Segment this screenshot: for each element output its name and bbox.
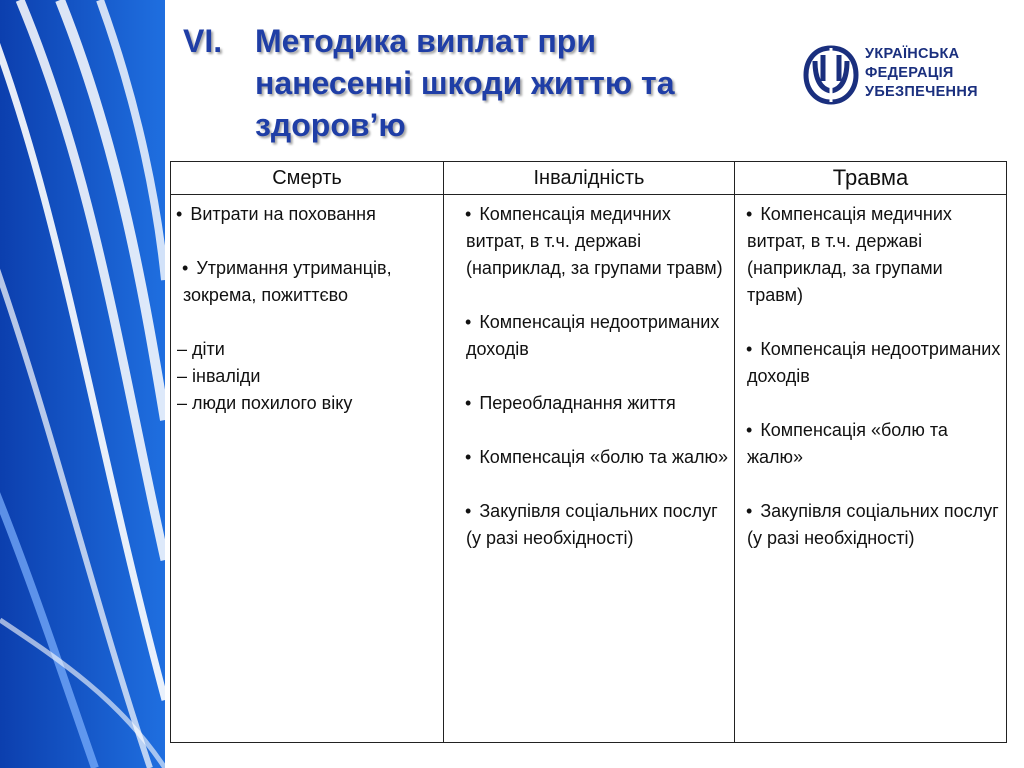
- title-text: [255, 20, 743, 146]
- column-header-death: Смерть: [171, 162, 444, 195]
- logo-line: УБЕЗПЕЧЕННЯ: [865, 84, 978, 100]
- list-item: • Утримання утриманців, зокрема, пожиттєво: [177, 255, 439, 309]
- list-item: • Компенсація «болю та жалю»: [747, 417, 1002, 471]
- sub-item: – люди похилого віку: [177, 393, 353, 413]
- slide-title: [183, 20, 743, 146]
- organization-logo: [803, 45, 1003, 105]
- list-item: • Витрати на поховання: [177, 201, 439, 228]
- logo-line: УКРАЇНСЬКА: [865, 46, 960, 62]
- table-header-row: [171, 162, 1007, 195]
- title-line: здоров’ю: [255, 107, 406, 143]
- title-number: VI.: [183, 23, 223, 59]
- column-header-injury: Травма: [735, 162, 1007, 195]
- list-item: • Закупівля соціальних послуг (у разі необхідності): [466, 498, 730, 552]
- title-line: нанесенні шкоди життю та: [255, 65, 675, 101]
- list-item: • Компенсація медичних витрат, в т.ч. державі (наприклад, за групами травм): [466, 201, 730, 282]
- sub-item: – інваліди: [177, 366, 261, 386]
- sub-item: – діти: [177, 339, 225, 359]
- table-row: [171, 195, 1007, 743]
- column-header-disability: Інвалідність: [444, 162, 735, 195]
- list-item: • Переобладнання життя: [466, 390, 730, 417]
- title-line: Методика виплат при: [255, 23, 596, 59]
- logo-wordmark: [865, 45, 978, 102]
- list-item: • Закупівля соціальних послуг (у разі необхідності): [747, 498, 1002, 552]
- death-cell: [171, 195, 444, 743]
- list-item: • Компенсація недоотриманих доходів: [747, 336, 1002, 390]
- logo-line: ФЕДЕРАЦІЯ: [865, 65, 954, 81]
- decorative-left-band: [0, 0, 165, 768]
- blue-stripes-graphic: [0, 0, 165, 768]
- disability-cell: [444, 195, 735, 743]
- trident-logo-icon: [803, 45, 859, 105]
- injury-cell: [735, 195, 1007, 743]
- payments-table: [170, 161, 1007, 743]
- list-item: • Компенсація «болю та жалю»: [466, 444, 730, 471]
- list-item: • Компенсація медичних витрат, в т.ч. державі (наприклад, за групами травм): [747, 201, 1002, 309]
- list-item: • Компенсація недоотриманих доходів: [466, 309, 730, 363]
